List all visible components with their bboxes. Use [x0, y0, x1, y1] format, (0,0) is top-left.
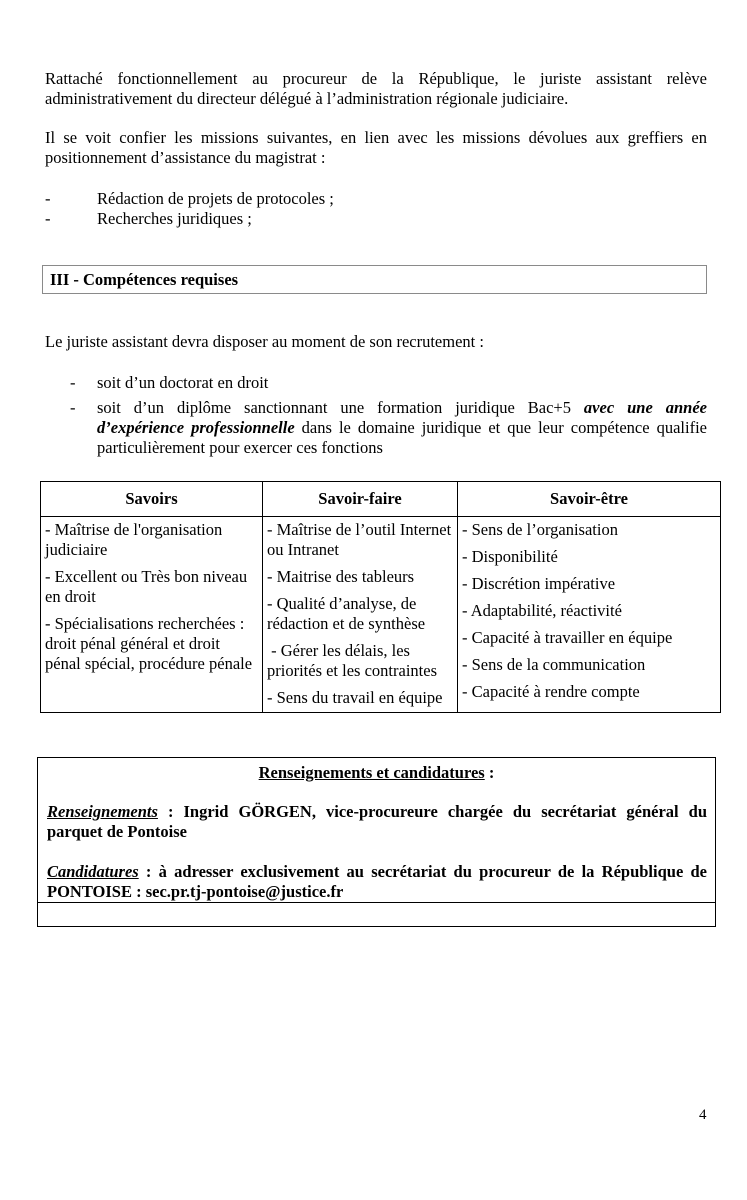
section-title: III - Compétences requises — [50, 270, 239, 289]
apply-label: Candidatures — [47, 862, 139, 881]
info-label: Renseignements — [47, 802, 158, 821]
column-header-savoir-faire: Savoir-faire — [263, 482, 458, 517]
list-item: - Sens du travail en équipe — [267, 688, 443, 707]
list-item: - Sens de l’organisation — [462, 520, 618, 539]
list-item: - Capacité à rendre compte — [462, 682, 640, 701]
skills-table — [40, 481, 721, 713]
section-heading-box — [42, 265, 707, 294]
list-item: - Gérer les délais, les priorités et les contraintes — [267, 641, 437, 680]
list-item: - Maîtrise de l’outil Internet ou Intranet — [267, 520, 452, 559]
missions-intro-paragraph: Il se voit confier les missions suivantes, en lien avec les missions dévolues aux greffiers en positionnement d’assistance du magistrat : — [45, 128, 707, 167]
requirements-intro: Le juriste assistant devra disposer au moment de son recrutement : — [45, 332, 484, 351]
list-item: - Maîtrise de l'organisation judiciaire — [45, 520, 223, 559]
list-item: - Sens de la communication — [462, 655, 646, 674]
savoirs-cell — [41, 517, 263, 713]
experience-emphasis: avec une année d’expérience professionnelle — [97, 398, 707, 437]
page-number: 4 — [699, 1107, 707, 1123]
list-item: - Discrétion impérative — [462, 574, 616, 593]
list-item: - Qualité d’analyse, de rédaction et de synthèse — [267, 594, 426, 633]
empty-strip — [37, 902, 716, 927]
column-header-savoir-etre: Savoir-être — [458, 482, 721, 517]
contact-box — [37, 757, 716, 903]
attachment-paragraph: Rattaché fonctionnellement au procureur de la République, le juriste assistant relève administrativement du directeur délégué à l’administration régionale judiciaire. — [45, 69, 707, 108]
list-item: - Maitrise des tableurs — [267, 567, 415, 586]
savoir-faire-cell — [263, 517, 458, 713]
list-item: - Disponibilité — [462, 547, 558, 566]
column-header-savoirs: Savoirs — [41, 482, 263, 517]
contact-heading: Renseignements et candidatures : — [258, 763, 495, 782]
list-item: - Adaptabilité, réactivité — [462, 601, 622, 620]
document-page: Rattaché fonctionnellement au procureur de la République, le juriste assistant relève administrativement du directeur délégué à l’administration régionale judiciaire. Il se voit confier les missions suivantes, en lien avec les missions dévolues aux greffiers en positionnement d’assistance du magistrat : - Rédaction de projets de protocoles ; - Recherches juridiques ; III - Compétences requises Le juriste assistant devra disposer au moment de son recrutement : - soit d’un doctorat en droit - soit d’un diplôme sanctionnant une formation juridique Bac+5 avec une année d’expérience professionnelle dans le domaine juridique et que leur compétence qualifie particulièrement pour exercer ces fonctions Savoirs Savoir-faire Savoir-être - Maîtrise de l'organisation judiciaire - Excellent ou Très bon niveau en droit - Spécialisations recherchées : droit pénal général et droit pénal spécial, procédure pénale - Maîtrise de l’outil Internet ou Intranet - Maitrise des tableurs - Qualité d’analyse, de rédaction et de synthèse - Gérer les délais, les priorités et les contraintes - Sens du travail en équipe - Sens de l’organisation - Disponibilité - Discrétion impérative - Adaptabilité, réactivité - Capacité à travailler en équipe - Sens de la communication - Capacité à rendre compte Renseignements et candidatures : Renseignements : Ingrid GÖRGEN, vice-procureure chargée du secrétariat général du parquet de Pontoise Candidatures : à adresser exclusivement au secrétariat du procureur de la République de PONTOISE : sec.pr.tj-pontoise@justice.fr 4 — [0, 0, 747, 1200]
list-item: - Excellent ou Très bon niveau en droit — [45, 567, 248, 606]
apply-email: : à adresser exclusivement au secrétariat du procureur de la République de PONTOISE : sec.pr.tj-pontoise@justice.fr — [47, 862, 707, 901]
savoir-etre-cell — [458, 517, 721, 713]
apply-paragraph — [47, 862, 707, 902]
list-item: - Spécialisations recherchées : droit pénal général et droit pénal spécial, procédure pénale — [45, 614, 253, 673]
list-item: - Capacité à travailler en équipe — [462, 628, 673, 647]
info-paragraph: Renseignements : Ingrid GÖRGEN, vice-procureure chargée du secrétariat général du parquet de Pontoise — [47, 802, 707, 841]
